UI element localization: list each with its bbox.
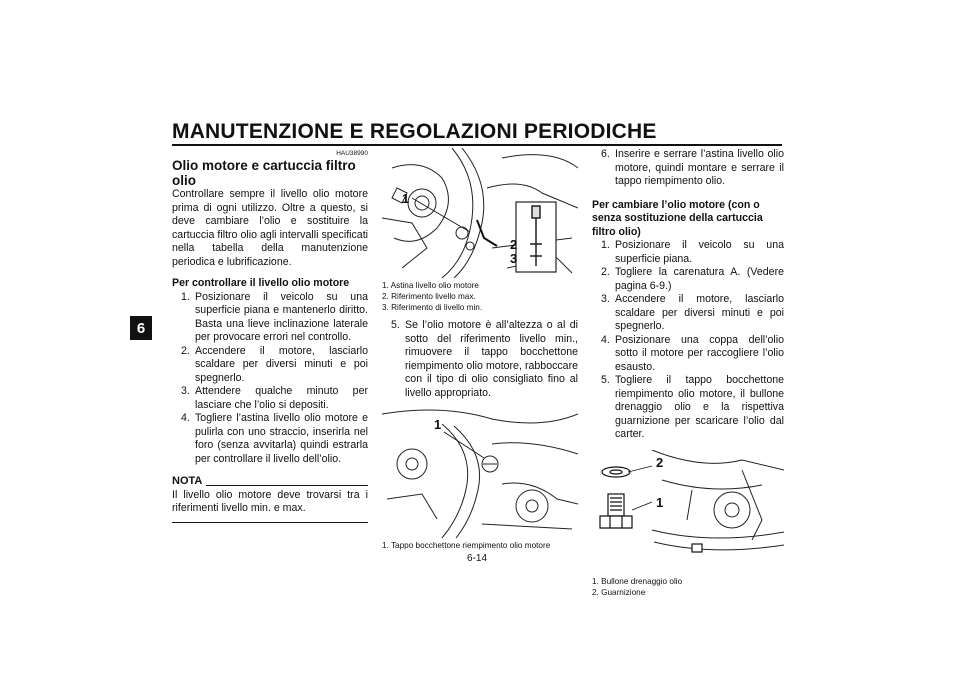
page-number: 6-14 <box>467 553 488 564</box>
list-item: 3. Attendere qualche minuto per lasciare che l’olio si depositi. <box>181 385 368 411</box>
list-item: 4. Togliere l’astina livello olio motore e pulirla con uno straccio, inserirla nel foro (senza avvitarla) quindi estrarla per controllare il livello dell’olio. <box>181 412 368 465</box>
list-item: 1. Posizionare il veicolo su una superficie piana. <box>601 239 784 265</box>
middle-column <box>382 148 578 551</box>
dipstick-illustration <box>382 148 578 278</box>
right-column <box>592 148 784 598</box>
callout-3: 3 <box>510 251 518 266</box>
reference-code: HAU38990 <box>336 150 368 157</box>
note-text: Il livello olio motore deve trovarsi tra i riferimenti livello min. e max. <box>172 488 368 514</box>
note-end-rule <box>172 522 368 523</box>
list-item: 4. Posizionare una coppa dell’olio sotto il motore per raccogliere l’olio esausto. <box>601 333 784 373</box>
figure-drain-bolt <box>592 450 784 570</box>
left-column <box>172 148 368 523</box>
list-item: 5. Se l’olio motore è all’altezza o al di sotto del riferimento livello min., rimuovere il tappo bocchettone riempimento olio motore, rabboccare con il tipo di olio consigliato fino al livello appropriato. <box>391 319 578 399</box>
callout-1: 1 <box>402 191 410 206</box>
refill-steps <box>382 319 578 400</box>
figure-filler-cap <box>382 404 578 538</box>
page-header-title: MANUTENZIONE E REGOLAZIONI PERIODICHE <box>172 120 657 143</box>
list-item: 1. Posizionare il veicolo su una superficie piana e mantenerlo diritto. Basta una lieve inclinazione laterale per provocare errori nel controllo. <box>181 290 368 343</box>
filler-cap-illustration <box>382 404 578 538</box>
callout-1: 1 <box>656 494 664 510</box>
intro-paragraph: Controllare sempre il livello olio motore prima di ogni utilizzo. Oltre a questo, si deve cambiare l’olio e sostituire la cartuccia filtro olio agli intervalli specificati nella tabella della manutenzione periodica e lubrificazione. <box>172 188 368 268</box>
note-rule <box>206 485 368 486</box>
check-oil-steps <box>172 291 368 467</box>
note-label: NOTA <box>172 475 203 487</box>
drain-bolt-illustration <box>592 450 784 570</box>
finish-check-steps <box>592 148 784 189</box>
note-box <box>172 475 368 523</box>
subheading-change-oil: Per cambiare l’olio motore (con o senza sostituzione della cartuccia filtro olio) <box>592 198 763 238</box>
figure-drain-bolt-caption: 1. Bullone drenaggio olio 2. Guarnizione <box>592 576 683 597</box>
list-item: 3. Accendere il motore, lasciarlo scaldare per diversi minuti e poi spegnerlo. <box>601 293 784 332</box>
callout-2: 2 <box>510 237 518 252</box>
figure-dipstick <box>382 148 578 278</box>
chapter-tab: 6 <box>130 316 152 340</box>
callout-2: 2 <box>656 454 664 470</box>
figure-filler-cap-caption: 1. Tappo bocchettone riempimento olio motore <box>382 541 551 550</box>
change-oil-steps <box>592 239 784 442</box>
subheading-check-oil: Per controllare il livello olio motore <box>172 277 350 289</box>
list-item: 2. Togliere la carenatura A. (Vedere pagina 6-9.) <box>601 266 784 292</box>
header-rule <box>172 144 782 146</box>
callout-1: 1 <box>434 417 442 432</box>
list-item: 6. Inserire e serrare l’astina livello olio motore, quindi montare e serrare il tappo riempimento olio. <box>601 148 784 187</box>
figure-dipstick-caption: 1. Astina livello olio motore 2. Riferimento livello max. 3. Riferimento di livello min. <box>382 281 483 312</box>
section-title: Olio motore e cartuccia filtro olio <box>172 158 356 188</box>
list-item: 2. Accendere il motore, lasciarlo scaldare per diversi minuti e poi spegnerlo. <box>181 344 368 384</box>
list-item: 5. Togliere il tappo bocchettone riempimento olio motore, il bullone drenaggio olio e la rispettiva guarnizione per scaricare l’olio dal carter. <box>601 374 784 440</box>
